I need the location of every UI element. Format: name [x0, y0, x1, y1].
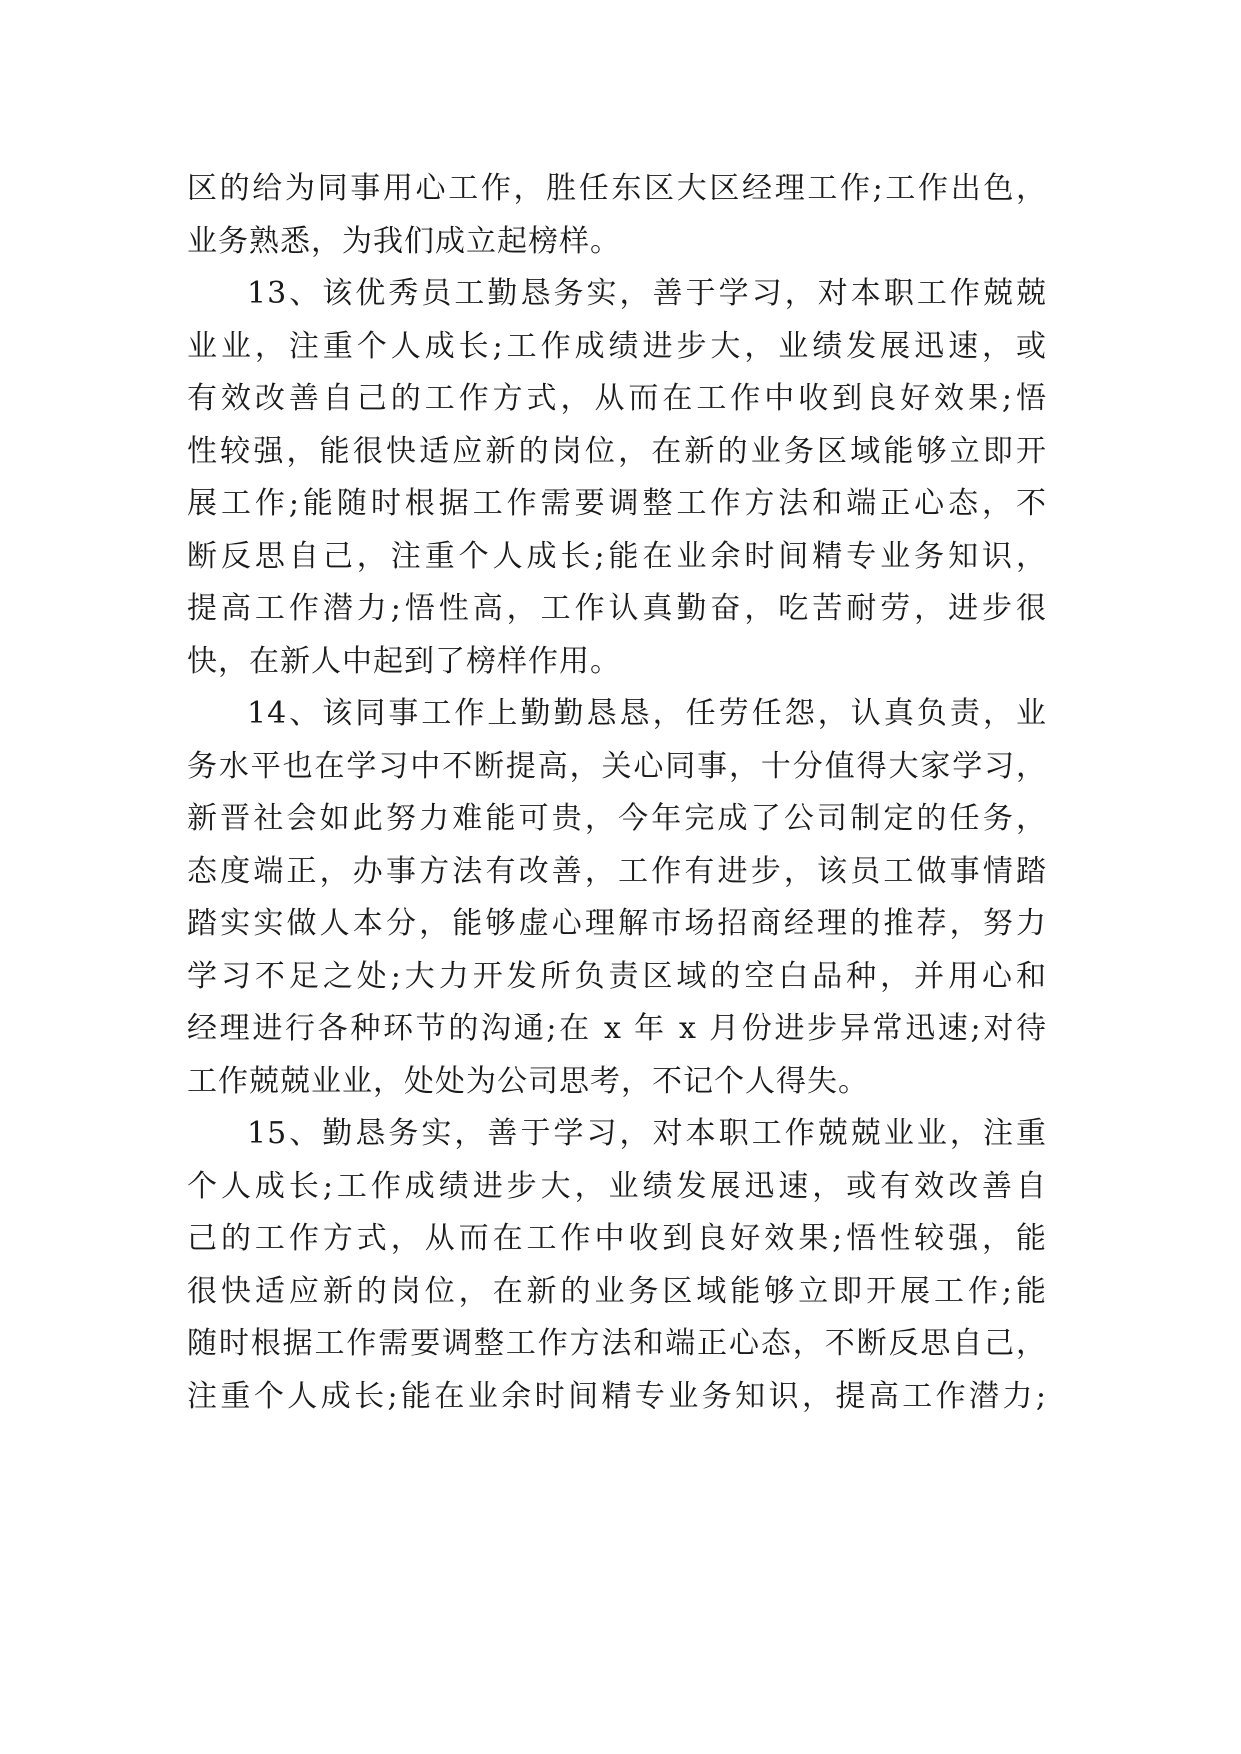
- text-line: 性较强，能很快适应新的岗位，在新的业务区域能够立即开: [187, 433, 1047, 469]
- text-line: 新晋社会如此努力难能可贵，今年完成了公司制定的任务，: [187, 801, 1047, 836]
- text-line: 经理进行各种环节的沟通;在 x 年 x 月份进步异常迅速;对待: [187, 1011, 1047, 1046]
- text-line: 态度端正，办事方法有改善，工作有进步，该员工做事情踏: [187, 853, 1047, 889]
- text-line: 断反思自己，注重个人成长;能在业余时间精专业务知识，: [187, 538, 1047, 574]
- text-line: 区的给为同事用心工作，胜任东区大区经理工作;工作出色，: [187, 171, 1047, 206]
- paragraph-15-start: 15、勤恳务实，善于学习，对本职工作兢兢业业，注重: [247, 1116, 1047, 1151]
- paragraph-13-start: 13、该优秀员工勤恳务实，善于学习，对本职工作兢兢: [247, 276, 1047, 311]
- text-line: 业务熟悉，为我们成立起榜样。: [187, 223, 621, 259]
- text-line: 业业，注重个人成长;工作成绩进步大，业绩发展迅速，或: [187, 328, 1047, 364]
- text-line: 随时根据工作需要调整工作方法和端正心态，不断反思自己，: [187, 1326, 1047, 1361]
- text-line: 工作兢兢业业，处处为公司思考，不记个人得失。: [187, 1063, 869, 1099]
- text-line: 学习不足之处;大力开发所负责区域的空白品种，并用心和: [187, 958, 1047, 994]
- text-line: 有效改善自己的工作方式，从而在工作中收到良好效果;悟: [187, 381, 1047, 416]
- text-line: 很快适应新的岗位，在新的业务区域能够立即开展工作;能: [187, 1273, 1047, 1309]
- body-text: [187, 163, 1047, 1423]
- text-line: 注重个人成长;能在业余时间精专业务知识，提高工作潜力;: [187, 1378, 1047, 1414]
- text-line: 快，在新人中起到了榜样作用。: [187, 643, 621, 679]
- text-line: 提高工作潜力;悟性高，工作认真勤奋，吃苦耐劳，进步很: [187, 591, 1047, 626]
- text-line: 踏实实做人本分，能够虚心理解市场招商经理的推荐，努力: [187, 906, 1047, 941]
- paragraph-14-start: 14、该同事工作上勤勤恳恳，任劳任怨，认真负责，业: [247, 696, 1047, 731]
- text-line: 个人成长;工作成绩进步大，业绩发展迅速，或有效改善自: [187, 1168, 1047, 1204]
- text-line: 展工作;能随时根据工作需要调整工作方法和端正心态，不: [187, 486, 1047, 521]
- text-line: 己的工作方式，从而在工作中收到良好效果;悟性较强，能: [187, 1221, 1047, 1256]
- text-line: 务水平也在学习中不断提高，关心同事，十分值得大家学习，: [187, 748, 1047, 784]
